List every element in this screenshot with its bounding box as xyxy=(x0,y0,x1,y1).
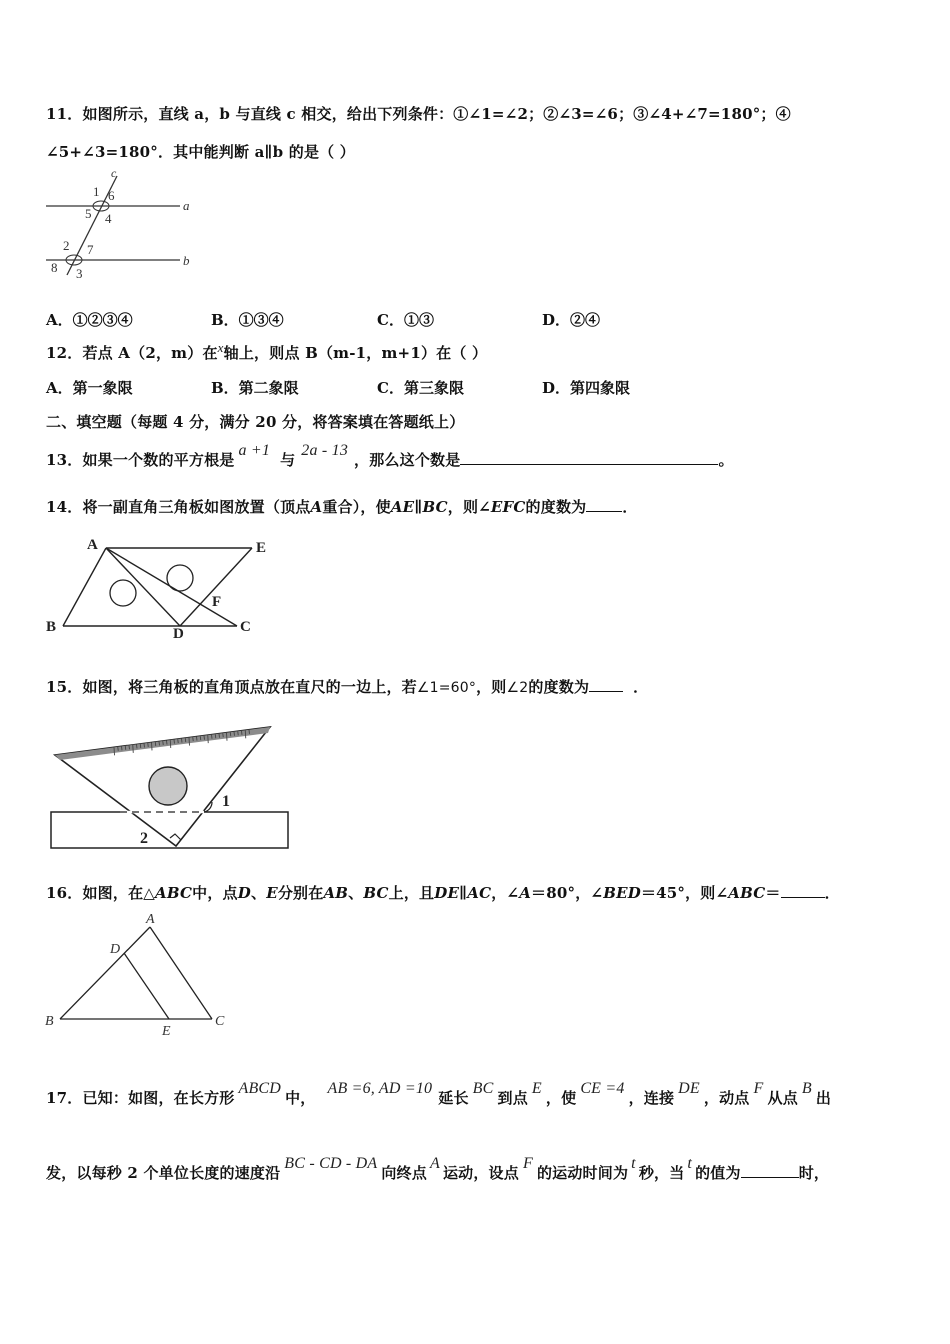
ruler-tick xyxy=(215,734,216,738)
ruler-tick xyxy=(148,743,149,747)
label-c: c xyxy=(111,168,117,180)
q17-l2-2: 向终点 xyxy=(381,1164,427,1182)
q14-mid2: ，则 xyxy=(447,498,479,516)
q15-mid: ，则 xyxy=(476,678,507,696)
q17-m6: DE xyxy=(678,1080,700,1097)
q16-end: ． xyxy=(824,884,840,902)
q12-option-d: D．第四象限 xyxy=(542,379,631,397)
q16-a: A xyxy=(519,884,532,902)
q17-m1: ABCD xyxy=(238,1080,282,1097)
q11-text-line1: 11．如图所示，直线 a，b 与直线 c 相交，给出下列条件：①∠1=∠2；②∠3=∠6；③∠4+∠7=180°；④ xyxy=(46,105,791,123)
q16-pre: 16．如图，在△ xyxy=(46,884,156,902)
label-1: 1 xyxy=(93,184,100,199)
ruler-tick xyxy=(200,736,201,740)
q17-l2-m4: t xyxy=(631,1155,636,1172)
q17-p9: 出 xyxy=(815,1089,832,1107)
ruler-tick xyxy=(238,731,239,735)
q14-mid: 重合），使 xyxy=(322,498,391,516)
q13-answer-blank[interactable] xyxy=(460,450,718,465)
ruler-tick xyxy=(122,746,123,750)
q16-figure xyxy=(40,908,240,1040)
ruler-tick xyxy=(140,744,141,748)
q14-angle: ∠EFC xyxy=(478,498,526,516)
q14-a: A xyxy=(310,498,323,516)
q14-cond: AE∥BC xyxy=(390,498,448,516)
q11-option-b: B．①③④ xyxy=(211,311,284,329)
ruler-tick xyxy=(245,730,246,738)
q17-m3: BC xyxy=(472,1080,494,1097)
section-2-heading: 二、填空题（每题 4 分，满分 20 分，将答案填在答题纸上） xyxy=(46,413,465,431)
label-4: 4 xyxy=(105,211,112,226)
label-8: 8 xyxy=(51,260,58,275)
ruler-tick xyxy=(189,738,190,746)
q17-l2-m5: t xyxy=(687,1155,693,1172)
q16-t5: 上，且 xyxy=(388,884,435,902)
label-E: E xyxy=(162,1024,171,1039)
q17-m8: B xyxy=(801,1080,812,1097)
q17-m4: E xyxy=(531,1080,542,1097)
q16-t2: 、 xyxy=(250,884,267,902)
ruler-tick xyxy=(242,731,243,735)
q13-pre: 13．如果一个数的平方根是 xyxy=(46,451,235,469)
q15-answer-blank[interactable] xyxy=(589,677,623,692)
q17-p2: 中， xyxy=(285,1089,316,1107)
q17-l2-m3: F xyxy=(522,1155,533,1172)
q16-t8: ＝45°，则∠ xyxy=(640,884,729,902)
q13-text xyxy=(46,442,734,470)
ruler-tick xyxy=(155,742,156,746)
q16-bed: BED xyxy=(603,884,641,902)
q15-pre: 15．如图，将三角板的直角顶点放在直尺的一边上，若 xyxy=(46,678,417,696)
q17-l2-1: 发，以每秒 2 个单位长度的速度沿 xyxy=(46,1164,281,1182)
label-A: A xyxy=(146,912,155,927)
q17-p6: ，连接 xyxy=(628,1089,675,1107)
ruler-tick xyxy=(170,740,171,748)
q17-l2-m2: A xyxy=(429,1155,440,1172)
ruler-tick xyxy=(118,747,119,751)
q16-t6: ，∠ xyxy=(491,884,520,902)
label-F: F xyxy=(212,594,222,610)
q17-l2-7: 时， xyxy=(798,1164,830,1182)
q11-figure xyxy=(42,168,202,280)
ruler-tick xyxy=(193,737,194,741)
ruler-tick xyxy=(152,742,153,750)
q15-text xyxy=(46,676,648,697)
q17-l2-m1: BC - CD - DA xyxy=(284,1155,378,1172)
q12-text xyxy=(46,342,487,363)
ruler-tick xyxy=(219,734,220,738)
q17-p3: 延长 xyxy=(438,1089,469,1107)
label-2: 2 xyxy=(63,238,70,253)
ruler-tick xyxy=(185,738,186,742)
ruler-tick xyxy=(230,732,231,736)
q11-option-c: C．①③ xyxy=(377,311,434,329)
q16-t9: ＝ xyxy=(765,884,781,902)
ruler-tick xyxy=(159,741,160,745)
q12-post: 轴上，则点 B（m-1，m+1）在（ ） xyxy=(223,344,488,362)
q17-p4: 到点 xyxy=(497,1089,528,1107)
q14-post: 的度数为 xyxy=(525,498,587,516)
q16-text xyxy=(46,882,840,903)
label-C: C xyxy=(240,619,251,635)
q16-bc: BC xyxy=(363,884,389,902)
ruler-tick xyxy=(197,737,198,741)
q11-option-d: D．②④ xyxy=(542,311,601,329)
label-E: E xyxy=(256,540,267,556)
q16-t7: ＝80°，∠ xyxy=(531,884,604,902)
q16-d: D xyxy=(237,884,251,902)
ruler-tick xyxy=(163,741,164,745)
q17-l2-6: 的值为 xyxy=(695,1164,741,1182)
ruler-tick xyxy=(208,735,209,743)
label-D: D xyxy=(110,942,121,957)
q14-figure xyxy=(40,532,280,644)
label-B: B xyxy=(46,619,57,635)
q17-text-line2 xyxy=(46,1155,830,1183)
q17-m7: F xyxy=(753,1080,764,1097)
q12-option-c: C．第三象限 xyxy=(377,379,464,397)
q14-end: ． xyxy=(622,498,638,516)
q16-t1: 中，点 xyxy=(192,884,238,902)
q17-p7: ，动点 xyxy=(703,1089,750,1107)
q15-angle1: ∠1=60° xyxy=(416,680,477,696)
q14-text xyxy=(46,496,638,517)
q17-l2-4: 的运动时间为 xyxy=(536,1164,629,1182)
q17-p1: 17．已知：如图，在长方形 xyxy=(46,1089,235,1107)
set-square-hole xyxy=(149,767,187,805)
ruler-tick xyxy=(223,733,224,737)
q13-expr2: 2a - 13 xyxy=(301,442,349,459)
q16-answer-blank[interactable] xyxy=(781,883,825,898)
triangle-hole-right xyxy=(167,565,193,591)
label-C: C xyxy=(215,1014,225,1029)
q11-text-line2: ∠5+∠3=180°．其中能判断 a∥b 的是（ ） xyxy=(46,143,355,161)
q14-pre: 14．将一副直角三角板如图放置（顶点 xyxy=(46,498,311,516)
label-a: a xyxy=(183,198,190,213)
q17-answer-blank[interactable] xyxy=(741,1163,799,1178)
label-7: 7 xyxy=(87,242,94,257)
q12-var: x xyxy=(217,340,224,355)
ruler-tick xyxy=(114,747,115,755)
q16-deac: DE∥AC xyxy=(434,884,492,902)
label-3: 3 xyxy=(76,266,83,280)
ruler-tick xyxy=(174,740,175,744)
q17-p5: ，使 xyxy=(545,1089,577,1107)
q15-post: 的度数为 xyxy=(528,678,590,696)
ruler-tick xyxy=(137,744,138,748)
q14-answer-blank[interactable] xyxy=(586,497,622,512)
q16-abc: ABC xyxy=(155,884,193,902)
q15-end: ． xyxy=(633,678,649,696)
triangle-hole-left xyxy=(110,580,136,606)
label-D: D xyxy=(173,626,184,642)
label-A: A xyxy=(87,537,98,553)
q13-post: ，那么这个数是 xyxy=(354,451,461,469)
ruler-tick xyxy=(129,745,130,749)
ruler-tick xyxy=(204,736,205,740)
q13-end: 。 xyxy=(718,451,734,469)
q11-option-a: A．①②③④ xyxy=(46,311,133,329)
q17-m5: CE =4 xyxy=(580,1080,625,1097)
ruler-tick xyxy=(167,740,168,744)
ruler-tick xyxy=(212,735,213,739)
ruler-tick xyxy=(234,732,235,736)
q17-m2: AB =6, AD =10 xyxy=(327,1080,433,1097)
label-6: 6 xyxy=(108,188,115,203)
label-angle-1: 1 xyxy=(222,793,230,810)
q16-t3: 分别在 xyxy=(277,884,324,902)
q15-angle2: ∠2 xyxy=(506,680,529,696)
ruler-tick xyxy=(125,746,126,750)
label-angle-2: 2 xyxy=(140,830,148,847)
ruler-tick xyxy=(249,730,250,734)
ruler-tick xyxy=(182,739,183,743)
q16-abc2: ABC xyxy=(728,884,766,902)
q12-pre: 12．若点 A（2，m）在 xyxy=(46,344,218,362)
label-5: 5 xyxy=(85,206,92,221)
ruler-tick xyxy=(133,745,134,753)
q17-p8: 从点 xyxy=(767,1089,798,1107)
q17-text-line1 xyxy=(46,1080,832,1108)
ruler-tick xyxy=(227,733,228,741)
q16-t4: 、 xyxy=(348,884,364,902)
q16-ab: AB xyxy=(323,884,349,902)
q17-l2-3: 运动，设点 xyxy=(442,1164,519,1182)
label-B: B xyxy=(45,1014,54,1029)
q15-figure xyxy=(44,720,296,854)
q16-e: E xyxy=(266,884,278,902)
ruler-tick xyxy=(178,739,179,743)
q13-mid: 与 xyxy=(280,451,296,469)
q12-option-a: A．第一象限 xyxy=(46,379,133,397)
q17-l2-5: 秒，当 xyxy=(638,1164,685,1182)
q12-option-b: B．第二象限 xyxy=(211,379,299,397)
label-b: b xyxy=(183,253,190,268)
ruler-tick xyxy=(144,743,145,747)
q13-expr1: a +1 xyxy=(238,442,271,459)
